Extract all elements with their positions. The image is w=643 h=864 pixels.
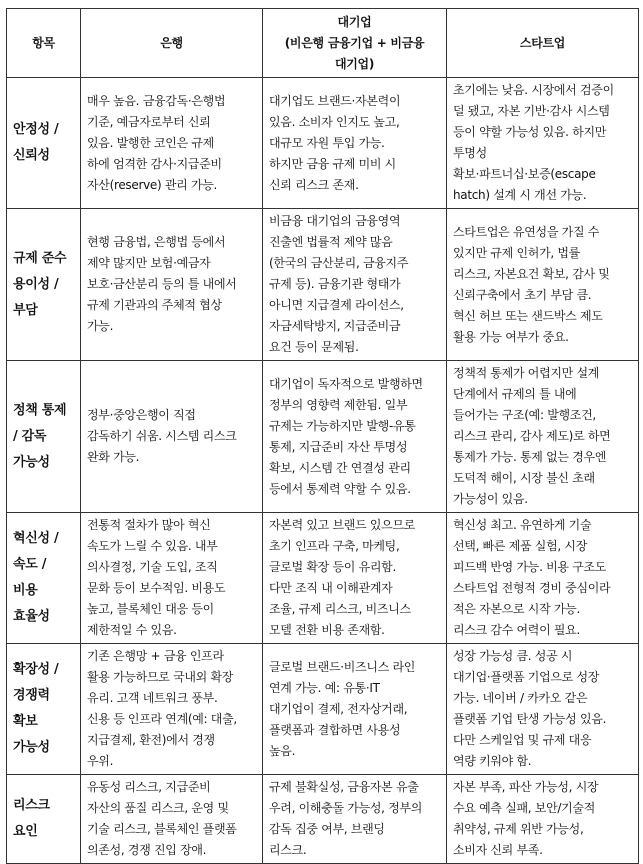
cell-line: 대기업 [337,14,372,29]
cell-line: 규제 기관과의 주체적 협상 [87,298,222,312]
cell-line: 유동성 리스크, 지급준비 [87,780,211,794]
cell-line: 속도가 느릴 수 있음. 내부 [87,539,218,553]
cell-line: 확보, 시스템 간 연결성 관리 [269,460,411,475]
cell-line: 다만 조직 내 이해관계자 [269,581,393,595]
cell-line: 기존 은행망 + 금융 인프라 [87,649,224,663]
cell-line: 요건 등이 문제됨. [269,340,359,354]
cell-line: 부담 [13,302,38,318]
cell-line: 리스크 관리, 감사 제도)로 하면 [453,429,611,443]
cell-line: 문화 등이 보수적임. 비용도 [87,581,226,595]
cell-line: 신뢰 리스크 존재. [269,177,359,192]
cell-line: 연계 가능. 예: 유통·IT [269,680,380,695]
table-row [7,775,639,864]
cell-line: 대기업이 결제, 전자상거래, [269,701,408,716]
header-bank [81,9,263,78]
cell-line: 등에서 통제력 약할 수 있음. [269,481,411,496]
cell-line: 투명성 [453,146,487,160]
cell-line: 스타트업 전형적 경비 중심이라 [453,581,611,595]
cell-line: 신뢰성 [13,148,50,163]
cell-line: 통제가 가능. 통제 없는 경우엔 [453,450,607,464]
cell-line: 확장성 / [13,662,59,677]
cell-line: 가능성 [13,454,50,470]
cell-line: 가능. [87,319,114,333]
table-row [7,644,639,775]
cell-line: 우위. [87,754,114,768]
cell-line: 대기업도 브랜드·자본력이 [269,93,401,108]
startup-cell [447,361,639,513]
cell-line: 진출엔 법률적 제약 많음 [269,235,393,249]
cell-line: 효율성 [13,609,50,624]
cell-line: 다만 스케일업 및 규제 대응 [453,733,592,747]
cell-line: 우려, 이해충돌 가능성, 정부의 [269,801,423,815]
large-corp-cell [263,644,447,775]
cell-line: 대기업·플랫폼 기업으로 성장 [453,670,600,684]
cell-line: 가능성이 있음. [453,492,528,506]
row-item-label [7,209,81,361]
startup-cell [447,775,639,864]
cell-line: 정책 통제 [13,402,67,418]
bank-cell [81,775,263,864]
startup-cell [447,644,639,775]
bank-cell [81,209,263,361]
startup-cell [447,209,639,361]
cell-line: 혁신성 최고. 유연하게 기술 [453,518,592,532]
cell-line: 대기업) [334,56,375,71]
cell-line: 정부·중앙은행이 직접 [87,408,196,422]
bank-cell [81,644,263,775]
cell-line: 규제 준수 [13,250,67,266]
cell-line: 스타트업은 유연성을 가질 수 [453,224,600,239]
large-corp-cell [263,775,447,864]
cell-line: 규제는 가능하지만 발행-유통 [269,418,416,433]
header-row [7,9,639,78]
cell-line: 경쟁력 [13,688,50,703]
cell-line: 용이성 / [13,276,59,292]
cell-line: 혁신 허브 또는 샌드박스 제도 [453,308,603,323]
cell-line: 항목 [32,35,55,50]
cell-line: 안정성 / [13,122,59,137]
startup-cell [447,513,639,644]
large-corp-cell [263,209,447,361]
cell-line: 모델 전환 비용 존재함. [269,623,385,637]
row-item-label [7,513,81,644]
startup-cell [447,78,639,209]
large-corp-cell [263,78,447,209]
table-row [7,513,639,644]
cell-line: 규제 등). 금융기관 형태가 [269,277,401,291]
cell-line: 활용 가능하므로 국내외 확장 [87,670,234,684]
cell-line: 있지만 규제 인허가, 법률 [453,245,580,260]
cell-line: 현행 금융법, 은행법 등에서 [87,235,226,249]
cell-line: 신용 등 인프라 연계(예: 대출, [87,712,237,726]
cell-line: 감독하기 쉬움. 시스템 리스크 [87,429,237,443]
cell-line: 정부의 영향력 제한됨. 일부 [269,397,408,412]
cell-line: 은행 [160,35,183,50]
row-item-label [7,775,81,864]
cell-line: 리스크 감수 여력이 필요. [453,623,580,637]
cell-line: 하지만 금융 규제 미비 시 [269,156,396,171]
cell-line: (비은행 금융기업 + 비금융 [284,35,425,50]
cell-line: 높고, 블록체인 대응 등이 [87,602,214,616]
cell-line: 지급결제, 환전)에서 경쟁 [87,733,215,747]
cell-line: 혁신성 / [13,531,59,546]
bank-cell [81,361,263,513]
table-row [7,361,639,513]
table-row [7,209,639,361]
cell-line: 제약 많지만 보험·예금자 [87,256,211,270]
cell-line: 단계에서 규제의 틀 내에 [453,387,577,401]
cell-line: 등이 약할 가능성 있음. 하지만 [453,125,607,139]
cell-line: 리스크. [269,843,307,857]
cell-line: 자산의 품질 리스크, 운영 및 [87,801,229,815]
comparison-table [6,8,639,864]
cell-line: 역량 키워야 함. [453,754,532,768]
cell-line: 초기 인프라 구축, 마케팅, [269,539,400,553]
large-corp-cell [263,361,447,513]
cell-line: 피드백 반영 가능. 비용 구조도 [453,560,607,574]
cell-line: 매우 높음. 금융감독·은행법 [87,93,226,108]
cell-line: 요인 [13,824,38,839]
cell-line: 글로벌 브랜드·비즈니스 라인 [269,659,416,674]
cell-line: 플랫폼과 결합하면 사용성 [269,722,401,737]
table-row [7,78,639,209]
cell-line: 덜 됐고, 자본 기반·감사 시스템 [453,104,610,118]
cell-line: 비금융 대기업의 금융영역 [269,214,401,228]
cell-line: 자본 부족, 파산 가능성, 시장 [453,780,599,794]
cell-line: 유리. 고객 네트워크 풍부. [87,691,218,705]
cell-line: 비용 [13,583,38,598]
cell-line: 있음. 소비자 인지도 높고, [269,114,400,129]
cell-line: 자본력 있고 브랜드 있으므로 [269,518,416,532]
cell-line: 글로벌 확장 등이 유리함. [269,560,396,574]
cell-line: 확보·파트너십·보증(escape [453,167,596,181]
cell-line: 확보 [13,714,38,729]
cell-line: 의존성, 경쟁 진입 장애. [87,843,207,857]
cell-line: 대규모 자원 투입 가능. [269,135,385,150]
cell-line: 들어가는 구조(예: 발행조건, [453,408,596,422]
cell-line: 수요 예측 실패, 보안/기술적 [453,801,596,815]
cell-line: 스타트업 [519,35,566,50]
cell-line: 초기에는 낮음. 시장에서 검증이 [453,83,614,97]
cell-line: 가능. 네이버 / 카카오 같은 [453,691,588,705]
row-item-label [7,361,81,513]
cell-line: / 감독 [13,428,47,444]
cell-line: 리스크, 자본요건 확보, 감사 및 [453,266,610,281]
cell-line: 기술 리스크, 블록체인 플랫폼 [87,822,237,836]
cell-line: 도덕적 해이, 시장 불신 초래 [453,471,595,485]
cell-line: 아니면 지급결제 라이선스, [269,298,404,312]
cell-line: 통제, 지급준비 자산 투명성 [269,439,408,454]
cell-line: (한국의 금산분리, 금융지주 [269,256,409,270]
cell-line: 전통적 절차가 많아 혁신 [87,518,211,532]
large-corp-cell [263,513,447,644]
cell-line: 플랫폼 기업 탄생 가능성 있음. [453,712,607,726]
row-item-label [7,644,81,775]
cell-line: 있음. 발행한 코인은 규제 [87,135,214,150]
bank-cell [81,513,263,644]
header-startup [447,9,639,78]
cell-line: 조율, 규제 리스크, 비즈니스 [269,602,411,616]
cell-line: 보호·금산분리 등의 틀 내에서 [87,277,237,291]
cell-line: 선택, 빠른 제품 실험, 시장 [453,539,588,553]
cell-line: 감독 집중 여부, 브랜딩 [269,822,385,836]
row-item-label [7,78,81,209]
cell-line: 높음. [269,743,296,758]
cell-line: 대기업이 독자적으로 발행하면 [269,376,423,391]
bank-cell [81,78,263,209]
cell-line: 취약성, 규제 위반 가능성, [453,822,584,836]
cell-line: 활용 가능 여부가 중요. [453,329,569,344]
cell-line: 자금세탁방지, 지급준비금 [269,319,401,333]
cell-line: 기준, 예금자로부터 신뢰 [87,114,211,129]
cell-line: 가능성 [13,740,50,755]
cell-line: 자산(reserve) 관리 가능. [87,177,218,192]
cell-line: hatch) 설계 시 개선 가능. [453,188,587,202]
cell-line: 의사결정, 기술 도입, 조직 [87,560,218,574]
cell-line: 제한적일 수 있음. [87,623,177,637]
cell-line: 신뢰구축에서 초기 부담 큼. [453,287,592,302]
cell-line: 규제 불확실성, 금융자본 유출 [269,780,419,794]
cell-line: 소비자 신뢰 부족. [453,843,543,857]
cell-line: 성장 가능성 큼. 성공 시 [453,649,573,663]
cell-line: 정책적 통제가 어렵지만 설계 [453,366,600,380]
cell-line: 리스크 [13,798,50,813]
cell-line: 속도 / [13,557,47,572]
cell-line: 하에 엄격한 감사·지급준비 [87,156,222,171]
cell-line: 완화 가능. [87,450,140,464]
header-item [7,9,81,78]
cell-line: 적은 자본으로 시작 가능. [453,602,580,616]
header-large-corp [263,9,447,78]
